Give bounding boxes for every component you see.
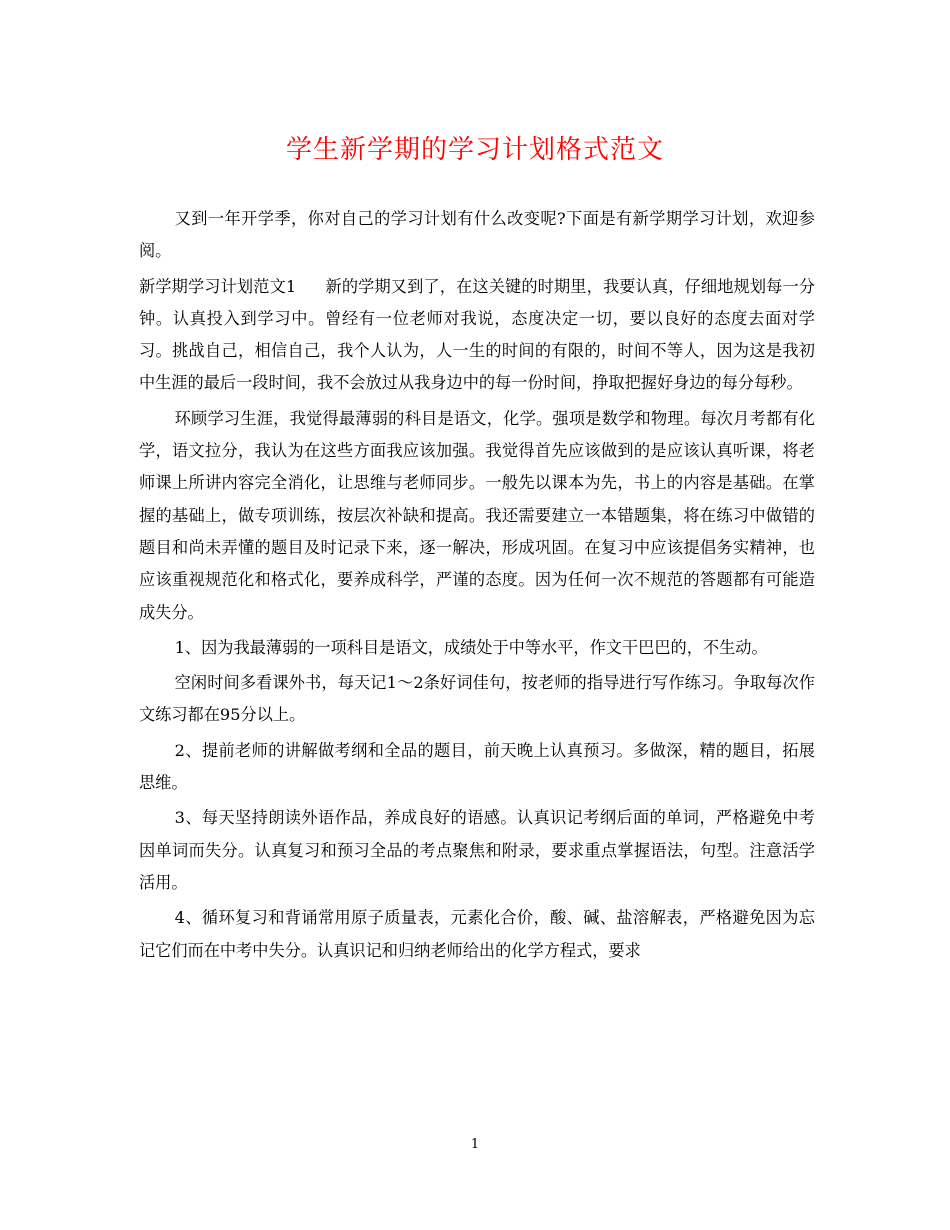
paragraph-plan-1 — [139, 271, 815, 400]
paragraph-item-1 — [139, 632, 815, 664]
paragraph-text: 空闲时间多看课外书，每天记1～2条好词佳句，按老师的指导进行写作练习。争取每次作文练习都在95分以上。 — [139, 673, 815, 725]
document-title: 学生新学期的学习计划格式范文 — [285, 135, 664, 165]
paragraph-text: 4、循环复习和背诵常用原子质量表，元素化合价，酸、碱、盐溶解表，严格避免因为忘记它们而在中考中失分。认真识记和归纳老师给出的化学方程式，要求 — [139, 908, 815, 960]
paragraph-reading-plan — [139, 667, 815, 732]
paragraph-text: 3、每天坚持朗读外语作品，养成良好的语感。认真识记考纲后面的单词，严格避免中考因单词而失分。认真复习和预习全品的考点聚焦和附录，要求重点掌握语法，句型。注意活学活用。 — [139, 808, 815, 892]
paragraph-text: 环顾学习生涯，我觉得最薄弱的科目是语文，化学。强项是数学和物理。每次月考都有化学，语文拉分，我认为在这些方面我应该加强。我觉得首先应该做到的是应该认真听课，将老师课上所讲内容完全消化，让思维与老师同步。一般先以课本为先，书上的内容是基础。在掌握的基础上，做专项训练，按层次补缺和提高。我还需要建立一本错题集，将在练习中做错的题目和尚未弄懂的题目及时记录下来，逐一解决，形成巩固。在复习中应该提倡务实精神，也应该重视规范化和格式化，要养成科学，严谨的态度。因为任何一次不规范的答题都有可能造成失分。 — [139, 408, 815, 622]
paragraph-intro — [139, 203, 815, 268]
section-heading: 新学期学习计划范文1 — [139, 276, 297, 296]
page-number: 1 — [470, 1137, 480, 1152]
paragraph-text: 2、提前老师的讲解做考纲和全品的题目，前天晚上认真预习。多做深，精的题目，拓展思维。 — [139, 740, 815, 793]
paragraph-text: 又到一年开学季，你对自己的学习计划有什么改变呢?下面是有新学期学习计划，欢迎参阅。 — [139, 209, 815, 261]
paragraph-weak-subjects — [139, 403, 815, 629]
paragraph-text: 新的学期又到了，在这关键的时期里，我要认真，仔细地规划每一分钟。认真投入到学习中。曾经有一位老师对我说，态度决定一切，要以良好的态度去面对学习。挑战自己，相信自己，我个人认为，人一生的时间的有限的，时间不等人，因为这是我初中生涯的最后一段时间，我不会放过从我身边中的每一份时间，挣取把握好身边的每分每秒。 — [139, 276, 815, 393]
paragraph-text: 1、因为我最薄弱的一项科目是语文，成绩处于中等水平，作文干巴巴的，不生动。 — [174, 637, 768, 657]
paragraph-item-4 — [139, 902, 815, 967]
paragraph-item-2 — [139, 735, 815, 800]
document-body — [139, 203, 815, 970]
paragraph-item-3 — [139, 802, 815, 899]
